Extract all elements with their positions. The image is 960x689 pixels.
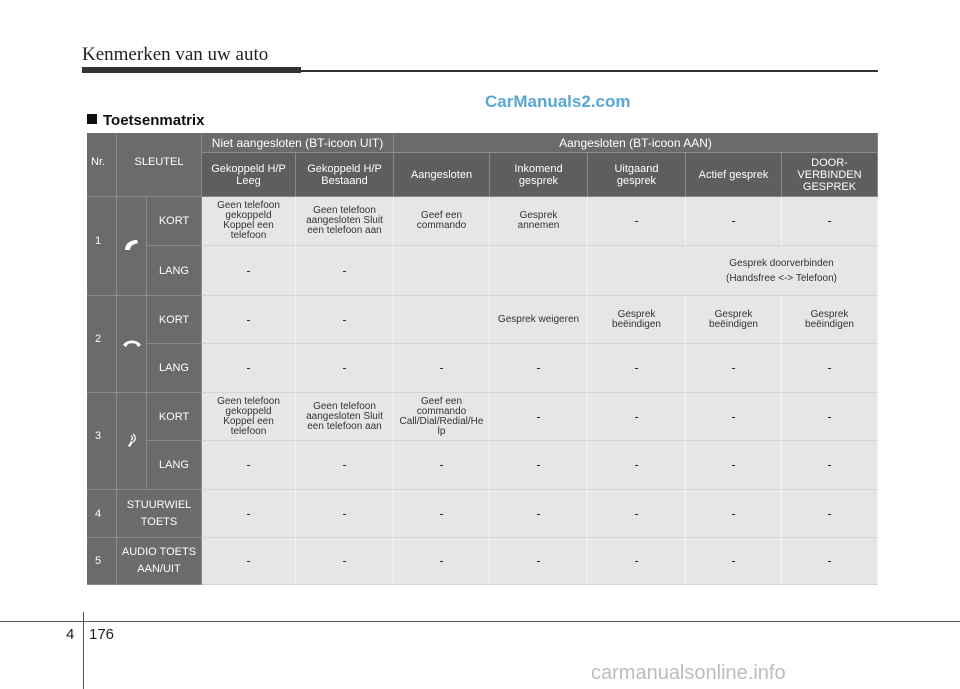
matrix-cell: - — [782, 197, 878, 246]
header-bar-thick — [82, 67, 301, 73]
matrix-cell: - — [202, 538, 296, 585]
row-number: 3 — [87, 393, 117, 490]
matrix-cell: - — [202, 344, 296, 393]
press-mode-label: KORT — [147, 197, 202, 246]
matrix-cell: - — [686, 538, 782, 585]
footer-divider — [83, 612, 84, 689]
press-mode-label: LANG — [147, 441, 202, 490]
phone-hangup-icon — [122, 338, 142, 351]
matrix-cell: - — [782, 490, 878, 538]
key-name: STUURWIEL TOETS — [117, 490, 202, 538]
column-header-sleutel: SLEUTEL — [117, 133, 202, 197]
matrix-cell: - — [782, 393, 878, 441]
header-bar-thin — [301, 70, 878, 72]
matrix-cell: Gesprek beëindigen — [782, 296, 878, 344]
footer-watermark: carmanualsonline.info — [591, 662, 786, 684]
row-number: 2 — [87, 296, 117, 393]
column-header: Gekoppeld H/P Leeg — [202, 153, 296, 197]
phone-pickup-icon — [123, 238, 141, 255]
matrix-cell: Gesprek weigeren — [490, 296, 588, 344]
page-number: 176 — [89, 626, 115, 643]
column-header: DOOR- VERBINDEN GESPREK — [782, 153, 878, 197]
row-number: 1 — [87, 197, 117, 296]
press-mode-label: KORT — [147, 296, 202, 344]
voice-command-icon — [125, 432, 139, 451]
key-icon-cell — [117, 296, 147, 393]
matrix-cell: - — [202, 441, 296, 490]
matrix-cell — [394, 246, 490, 296]
matrix-cell: - — [588, 490, 686, 538]
press-mode-label: KORT — [147, 393, 202, 441]
matrix-cell: - — [782, 538, 878, 585]
matrix-cell: - — [296, 246, 394, 296]
key-icon-cell — [117, 197, 147, 296]
column-header: Inkomend gesprek — [490, 153, 588, 197]
matrix-cell: - — [394, 538, 490, 585]
matrix-cell: - — [782, 344, 878, 393]
page-header-title: Kenmerken van uw auto — [82, 44, 269, 65]
matrix-cell: - — [394, 441, 490, 490]
matrix-cell: - — [588, 441, 686, 490]
matrix-cell: - — [686, 344, 782, 393]
matrix-cell: - — [490, 393, 588, 441]
column-header: Aangesloten — [394, 153, 490, 197]
matrix-cell: - — [296, 344, 394, 393]
column-header-nr: Nr. — [87, 133, 117, 197]
matrix-cell: - — [686, 490, 782, 538]
group-header-connected: Aangesloten (BT-icoon AAN) — [394, 133, 878, 153]
matrix-cell: - — [202, 490, 296, 538]
matrix-cell: - — [296, 296, 394, 344]
matrix-cell: - — [588, 538, 686, 585]
matrix-cell: Gesprek beëindigen — [588, 296, 686, 344]
matrix-cell: - — [490, 538, 588, 585]
matrix-cell: - — [202, 246, 296, 296]
matrix-cell: - — [490, 441, 588, 490]
matrix-cell: - — [686, 393, 782, 441]
section-title-text: Toetsenmatrix — [103, 112, 205, 129]
matrix-cell: Geen telefoon gekoppeld Koppel een telefoon — [202, 197, 296, 246]
matrix-cell: - — [588, 393, 686, 441]
press-mode-label: LANG — [147, 344, 202, 393]
matrix-cell: Geen telefoon aangesloten Sluit een telefoon aan — [296, 393, 394, 441]
matrix-cell — [394, 296, 490, 344]
matrix-cell: Geef een commando Call/Dial/Redial/He lp — [394, 393, 490, 441]
matrix-cell: - — [588, 197, 686, 246]
key-icon-cell — [117, 393, 147, 490]
matrix-cell: - — [296, 441, 394, 490]
row-number: 5 — [87, 538, 117, 585]
matrix-cell: Geef een commando — [394, 197, 490, 246]
matrix-span-cell: Gesprek doorverbinden (Handsfree <-> Telefoon) — [588, 246, 878, 296]
group-header-not-connected: Niet aangesloten (BT-icoon UIT) — [202, 133, 394, 153]
column-header: Actief gesprek — [686, 153, 782, 197]
matrix-cell: Gesprek annemen — [490, 197, 588, 246]
column-header: Gekoppeld H/P Bestaand — [296, 153, 394, 197]
footer-rule — [0, 621, 960, 622]
matrix-cell: - — [782, 441, 878, 490]
chapter-number: 4 — [66, 626, 75, 643]
press-mode-label: LANG — [147, 246, 202, 296]
row-number: 4 — [87, 490, 117, 538]
column-header: Uitgaand gesprek — [588, 153, 686, 197]
matrix-cell — [490, 246, 588, 296]
section-title — [87, 112, 204, 129]
matrix-cell: - — [296, 538, 394, 585]
matrix-cell: - — [296, 490, 394, 538]
watermark-text: CarManuals2.com — [485, 92, 631, 111]
matrix-cell: Geen telefoon gekoppeld Koppel een telefoon — [202, 393, 296, 441]
matrix-cell: - — [202, 296, 296, 344]
matrix-cell: - — [394, 490, 490, 538]
matrix-cell: Gesprek beëindigen — [686, 296, 782, 344]
key-name: AUDIO TOETS AAN/UIT — [117, 538, 202, 585]
bullet-square-icon — [87, 114, 97, 124]
matrix-cell: - — [490, 344, 588, 393]
matrix-cell: - — [394, 344, 490, 393]
matrix-cell: Geen telefoon aangesloten Sluit een telefoon aan — [296, 197, 394, 246]
matrix-cell: - — [686, 197, 782, 246]
matrix-cell: - — [686, 441, 782, 490]
matrix-cell: - — [588, 344, 686, 393]
matrix-cell: - — [490, 490, 588, 538]
